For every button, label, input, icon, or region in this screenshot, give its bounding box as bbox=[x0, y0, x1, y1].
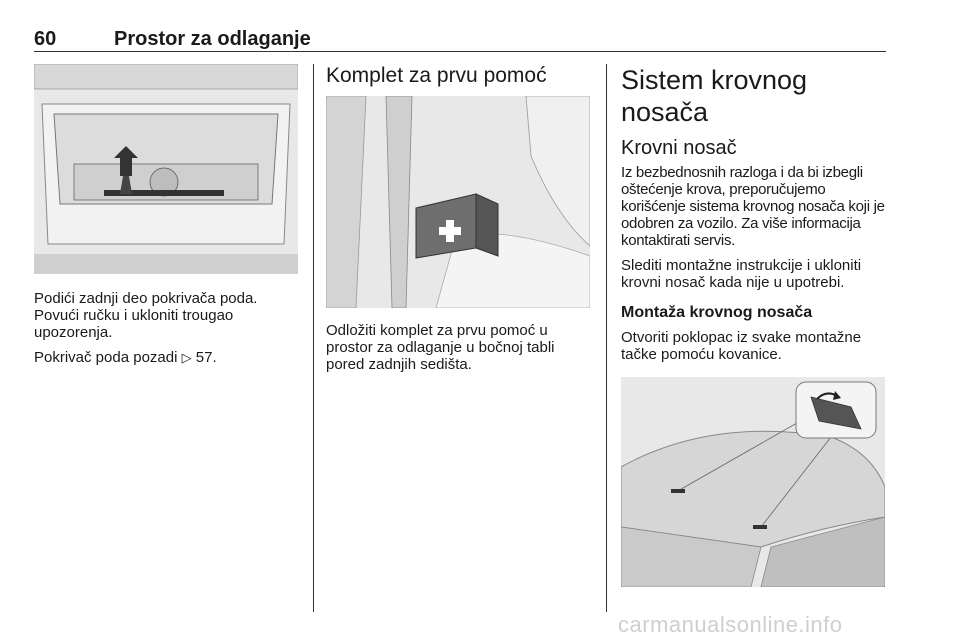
watermark: carmanualsonline.info bbox=[618, 612, 843, 637]
page-title: Prostor za odlaganje bbox=[114, 28, 311, 50]
roof-mounting-points-illustration bbox=[621, 377, 885, 587]
roof-rack-paragraph-1: Iz bezbednosnih razloga i da bi izbegli oštećenje krova, preporučujemo korišćenje sistema krovnog nosača koji je odobren za vozilo. Za više informacija kontaktirati servis. bbox=[621, 164, 885, 249]
page-number: 60 bbox=[34, 28, 57, 50]
mounting-paragraph: Otvoriti poklopac iz svake montažne tačke pomoću kovanice. bbox=[621, 329, 862, 363]
column-3 bbox=[621, 64, 887, 587]
trunk-floor-illustration bbox=[34, 64, 298, 274]
column-1 bbox=[34, 64, 300, 366]
reference-text: Pokrivač poda pozadi bbox=[34, 349, 178, 366]
instruction-paragraph: Podići zadnji deo pokrivača poda. Povući ručku i ukloniti trougao upozorenja. bbox=[34, 290, 258, 341]
column-divider-1 bbox=[313, 64, 314, 612]
subheading-mounting: Montaža krovnog nosača bbox=[621, 304, 813, 321]
section-heading-first-aid: Komplet za prvu pomoć bbox=[326, 64, 547, 87]
roof-rack-paragraph-2: Slediti montažne instrukcije i ukloniti krovni nosač kada nije u upotrebi. bbox=[621, 257, 862, 291]
first-aid-kit-illustration bbox=[326, 96, 590, 308]
cross-reference-paragraph bbox=[34, 349, 300, 366]
section-heading-roof-rack-system: Sistem krovnog nosača bbox=[621, 65, 808, 127]
page-reference-arrow-icon: ▷ bbox=[181, 350, 192, 365]
subheading-roof-rack: Krovni nosač bbox=[621, 137, 737, 159]
column-2 bbox=[326, 64, 592, 373]
header-divider bbox=[34, 51, 886, 52]
reference-page[interactable]: 57. bbox=[195, 349, 217, 366]
first-aid-paragraph: Odložiti komplet za prvu pomoć u prostor za odlaganje u bočnoj tabli pored zadnjih sedišta. bbox=[326, 322, 555, 373]
page-header bbox=[34, 22, 886, 52]
column-divider-2 bbox=[606, 64, 607, 612]
